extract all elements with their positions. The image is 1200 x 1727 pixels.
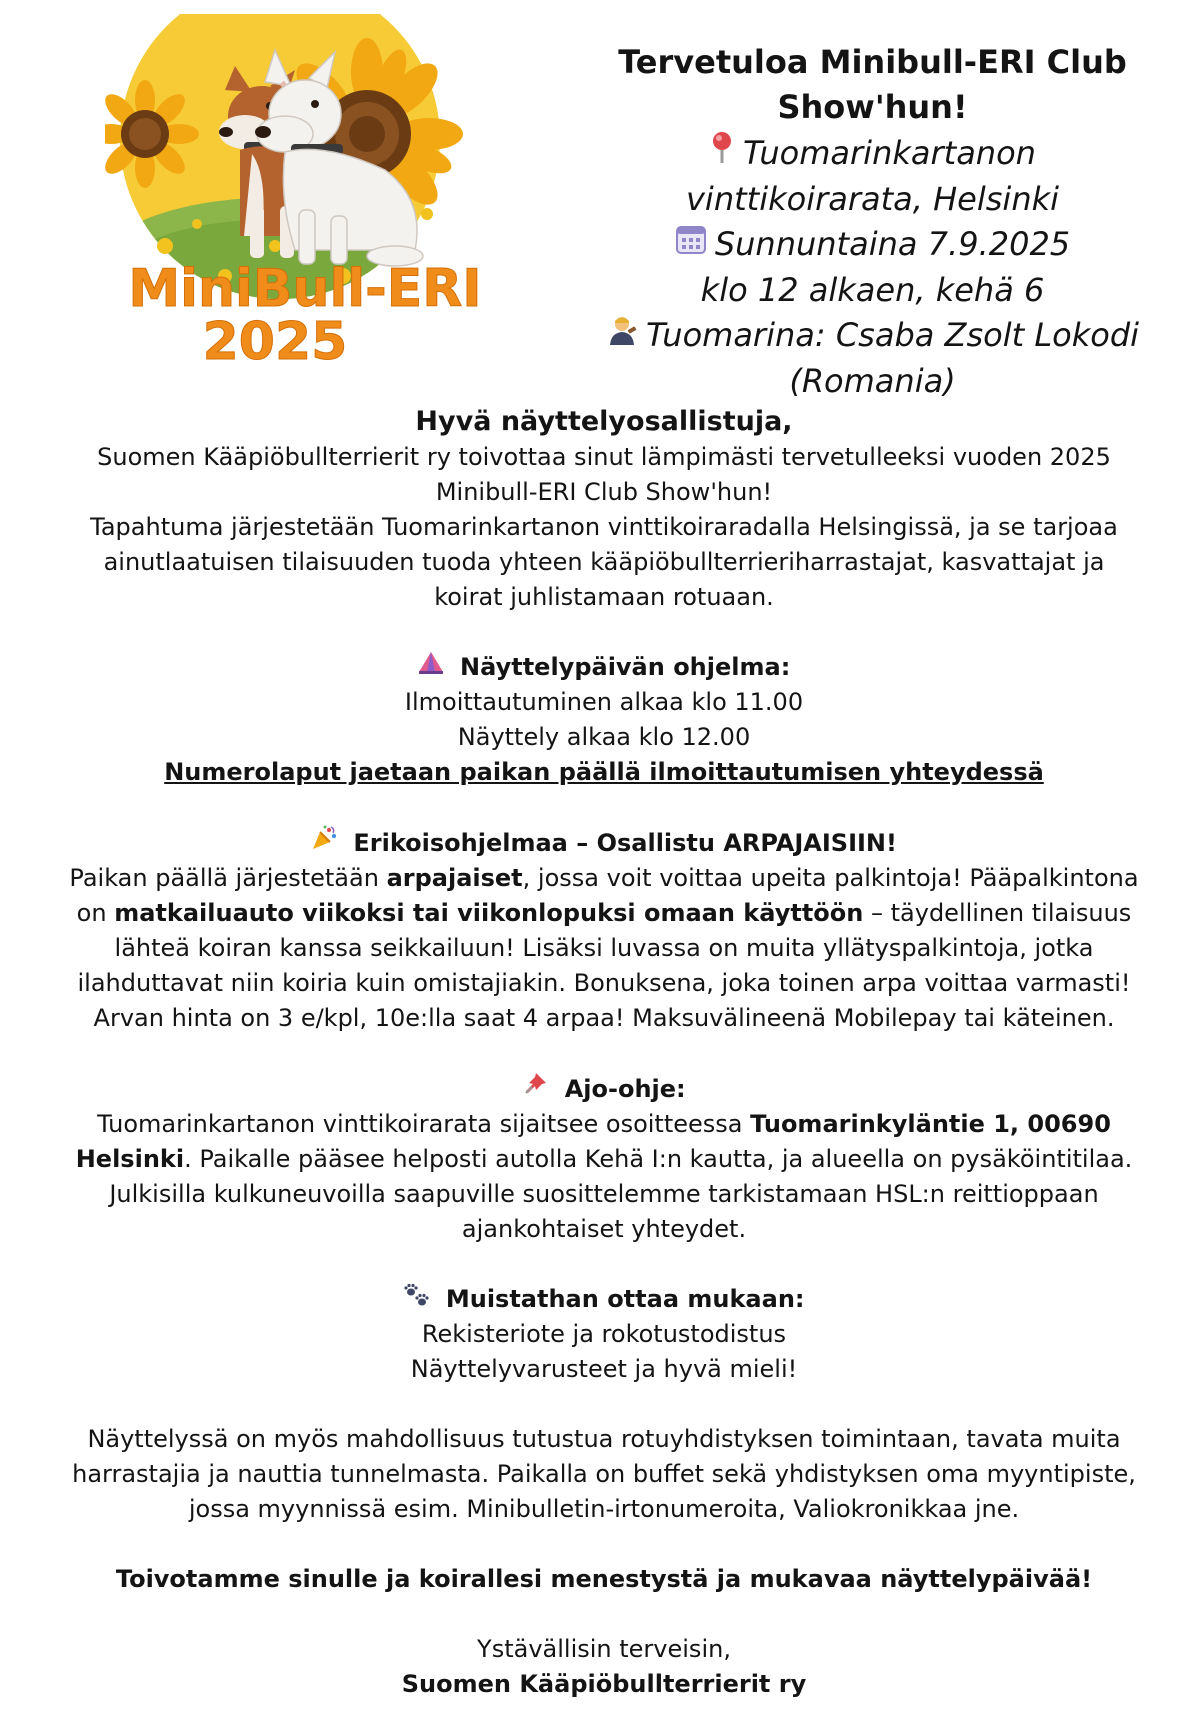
program-show-start: Näyttely alkaa klo 12.00 bbox=[457, 723, 751, 751]
remember-item: Rekisteriote ja rokotustodistus bbox=[421, 1320, 787, 1348]
directions-paragraph: Tuomarinkartanon vinttikoirarata sijaitsee osoitteessa Tuomarinkyläntie 1, 00690 Helsinki. Paikalle pääsee helposti autolla Kehä I:n kautta, ja alueella on pysäköintitilaa. Julkisilla kulkuneuvoilla saapuville suosittelemme tarkistamaan HSL:n reittioppaan ajankohtaiset yhteydet. bbox=[75, 1110, 1133, 1243]
raffle-heading: Erikoisohjelmaa – Osallistu ARPAJAISIIN! bbox=[40, 825, 1168, 861]
remember-item: Näyttelyvarusteet ja hyvä mieli! bbox=[410, 1355, 798, 1383]
remember-heading: Muistathan ottaa mukaan: bbox=[40, 1282, 1168, 1317]
paw-prints-icon bbox=[403, 1285, 437, 1313]
page-title: Tervetuloa Minibull-ERI Club Show'hun! bbox=[618, 43, 1127, 126]
program-registration: Ilmoittautuminen alkaa klo 11.00 bbox=[404, 688, 804, 716]
program-number-tags: Numerolaput jaetaan paikan päällä ilmoittautumisen yhteydessä bbox=[164, 758, 1044, 786]
program-heading: Näyttelypäivän ohjelma: bbox=[40, 650, 1168, 685]
party-popper-icon bbox=[311, 829, 345, 857]
signature: Suomen Kääpiöbullterrierit ry bbox=[401, 1670, 807, 1698]
event-logo bbox=[105, 14, 505, 394]
letter-body bbox=[40, 404, 1168, 1702]
regards: Ystävällisin terveisin, bbox=[477, 1635, 731, 1663]
event-judge: Tuomarina: Csaba Zsolt Lokodi bbox=[600, 313, 1145, 359]
outro-paragraph: Näyttelyssä on myös mahdollisuus tutustua rotuyhdistyksen toimintaan, tavata muita harrastajia ja nauttia tunnelmasta. Paikalla on buffet sekä yhdistyksen oma myyntipiste, jossa myynnissä esim. Minibulletin-irtonumeroita, Valiokronikkaa jne. bbox=[72, 1425, 1136, 1523]
directions-heading: Ajo-ohje: bbox=[40, 1071, 1168, 1107]
greeting: Hyvä näyttelyosallistuja, bbox=[415, 406, 793, 437]
logo-year: 2025 bbox=[202, 312, 348, 372]
pushpin-icon bbox=[522, 1075, 556, 1103]
welcome-paragraph: Suomen Kääpiöbullterrierit ry toivottaa sinut lämpimästi tervetulleeksi vuoden 2025 Minibull-ERI Club Show'hun! Tapahtuma järjestetään Tuomarinkartanon vinttikoiraradalla Helsingissä, ja se tarjoaa ainutlaatuisen tilaisuuden tuoda yhteen kääpiöbullterrieriharrastajat, kasvattajat ja koirat juhlistamaan rotuaan. bbox=[90, 443, 1118, 611]
logo-wordmark: MiniBull-ERI bbox=[128, 259, 482, 319]
logo-illustration bbox=[105, 14, 505, 394]
closing-wish: Toivotamme sinulle ja koirallesi menestystä ja mukavaa näyttelypäivää! bbox=[115, 1565, 1093, 1593]
event-location: Tuomarinkartanon bbox=[600, 130, 1145, 177]
circus-tent-icon bbox=[418, 653, 452, 681]
judge-person-icon bbox=[606, 314, 638, 359]
event-date: Sunnuntaina 7.9.2025 bbox=[600, 222, 1145, 268]
event-header: Tervetuloa Minibull-ERI Club Show'hun! Tuomarinkartanon vinttikoirarata, Helsinki Sunnuntaina 7.9.2025 klo 12 alkaen, kehä 6 Tuomarina: Csaba Zsolt Lokodi (Romania) bbox=[600, 40, 1145, 404]
raffle-paragraph: Paikan päällä järjestetään arpajaiset, jossa voit voittaa upeita palkintoja! Pääpalkintona on matkailuauto viikoksi tai viikonlopuksi omaan käyttöön – täydellinen tilaisuus lähteä koiran kanssa seikkailuun! Lisäksi luvassa on muita yllätyspalkintoja, jotka ilahduttavat niin koiria kuin omistajiakin. Bonuksena, joka toinen arpa voittaa varmasti! Arvan hinta on 3 e/kpl, 10e:lla saat 4 arpaa! Maksuvälineenä Mobilepay tai käteinen. bbox=[69, 864, 1139, 1032]
calendar-icon bbox=[675, 223, 707, 268]
round-pushpin-icon bbox=[709, 130, 735, 177]
